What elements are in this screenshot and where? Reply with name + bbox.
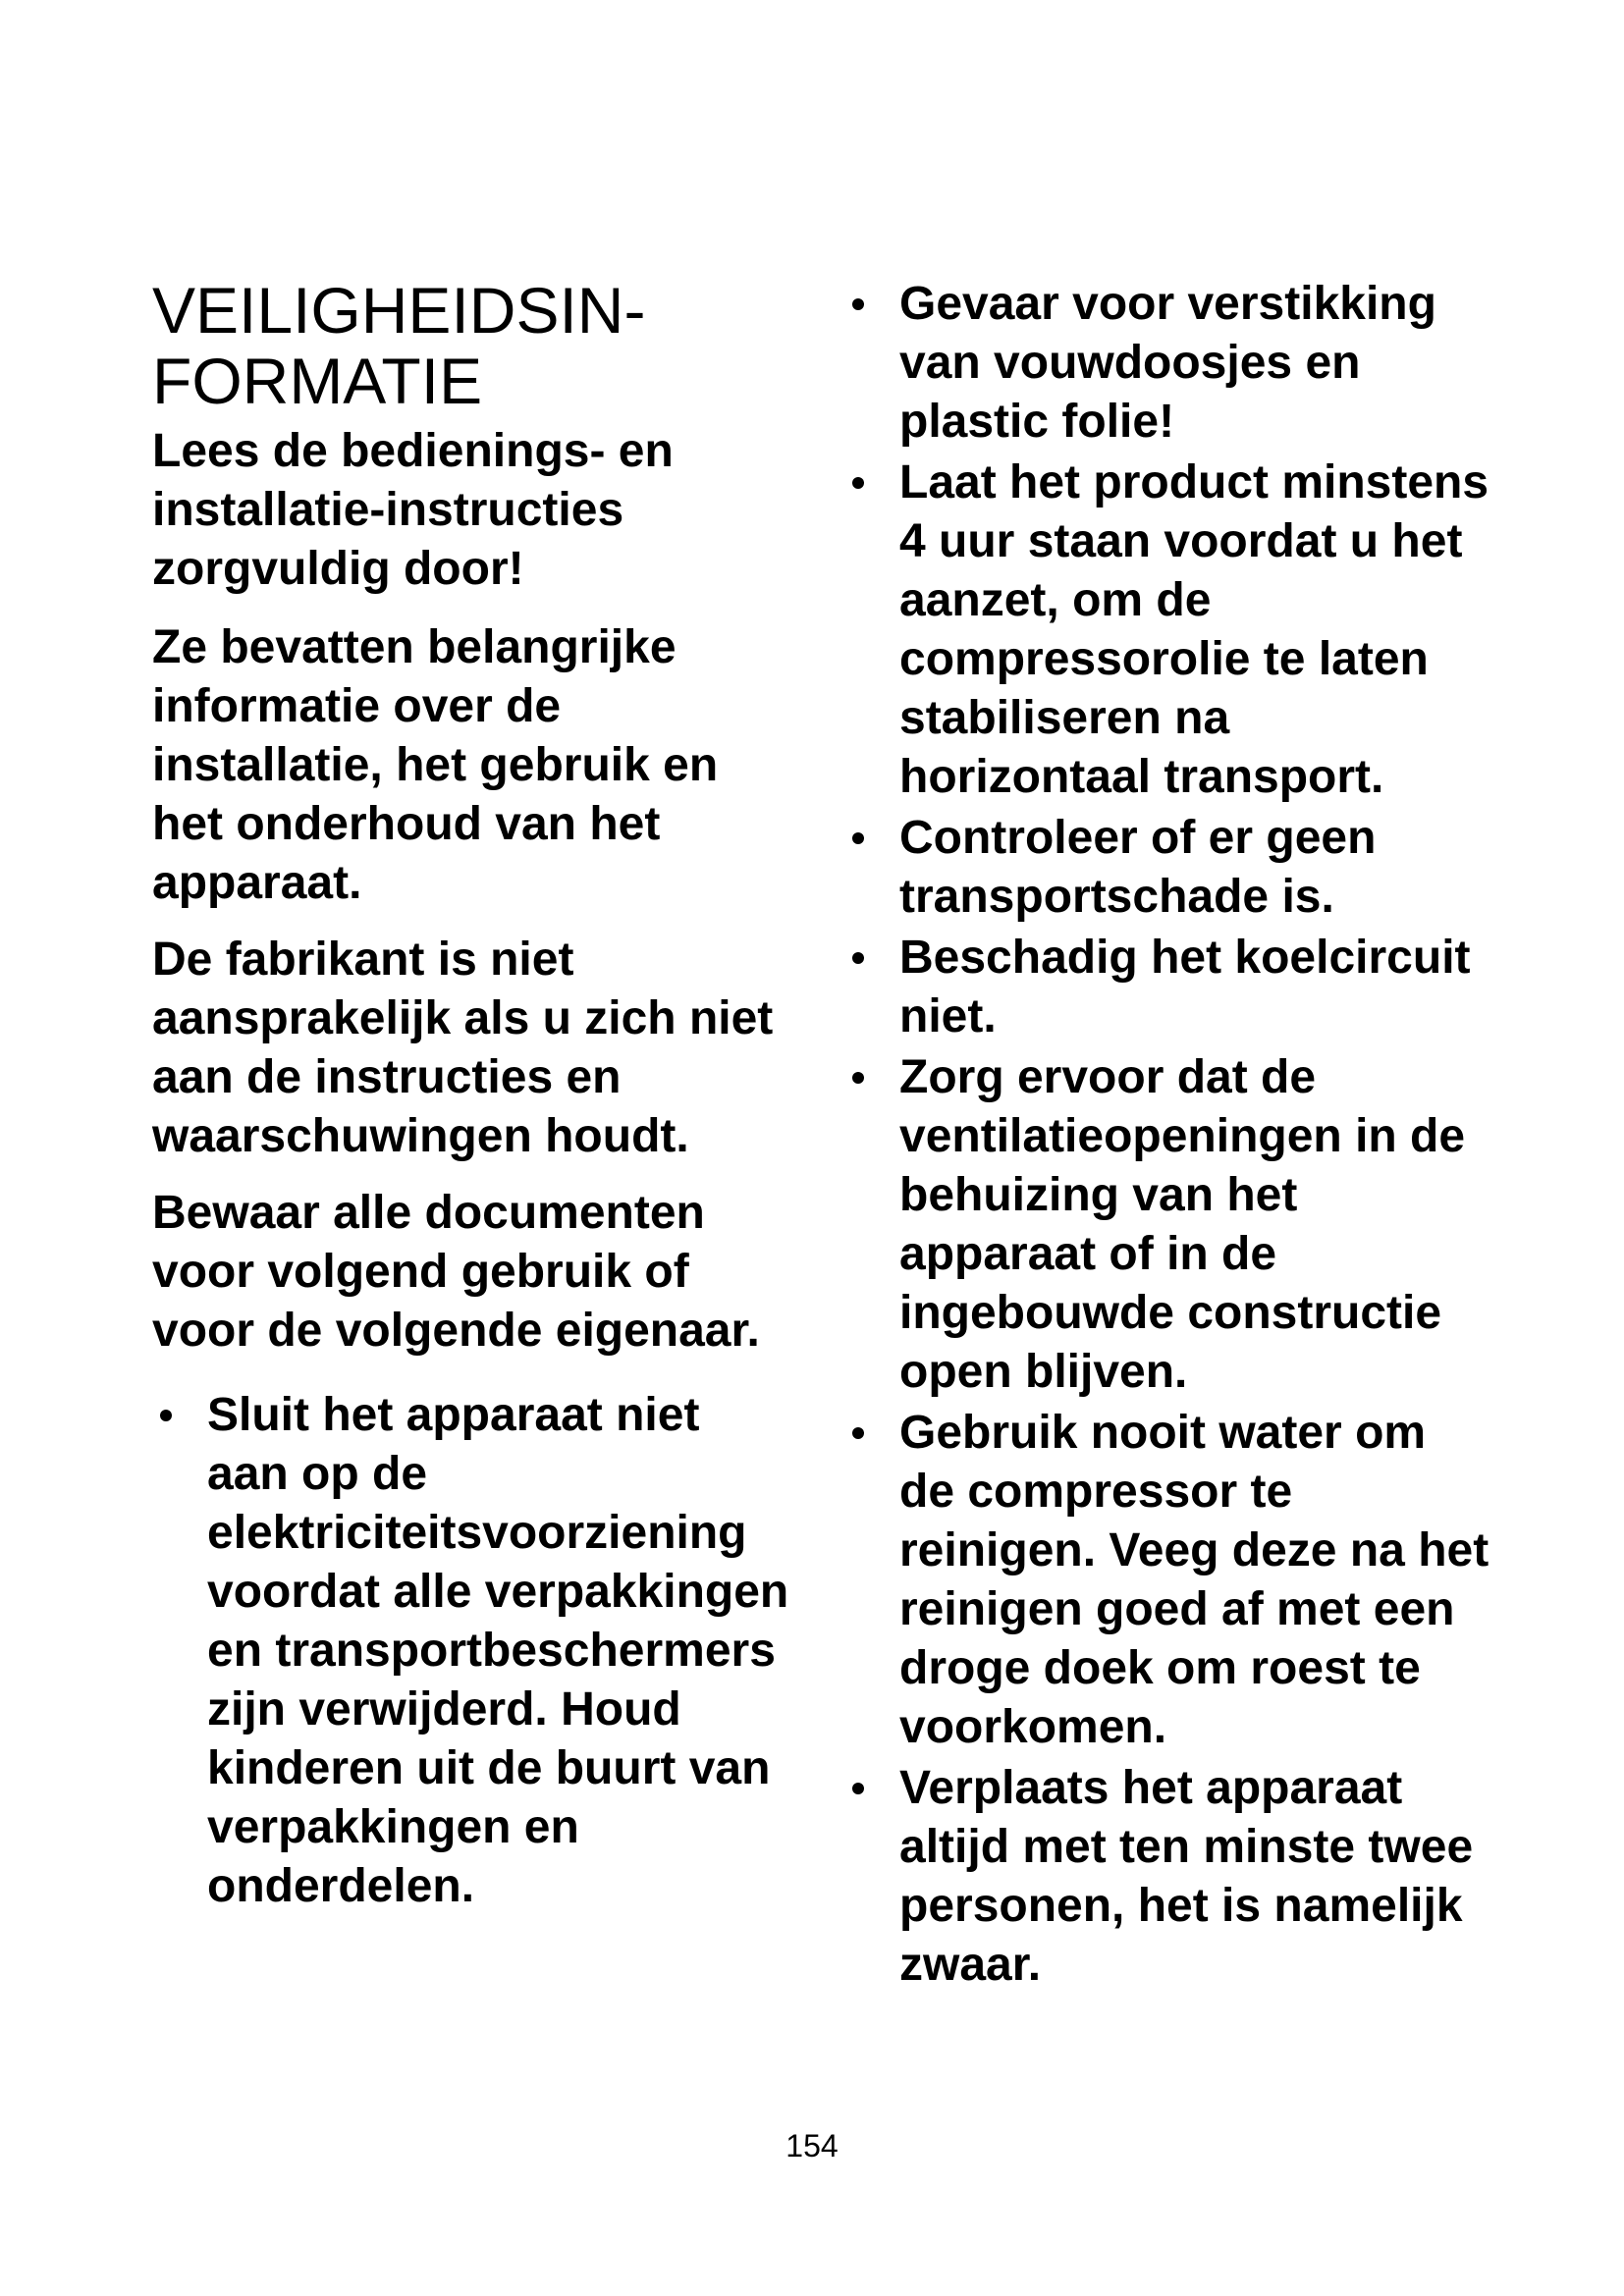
list-item: [844, 275, 1492, 452]
bullet-icon: [852, 1427, 864, 1439]
list-item-text: Sluit het apparaat niet aan op de elektriciteitsvoorziening voordat alle verpakkingen en transportbeschermers zijn verwijderd. Houd kinderen uit de buurt van verpakkingen en onderdelen.: [207, 1389, 789, 1912]
list-item: [844, 1404, 1492, 1757]
bullet-icon: [852, 1783, 864, 1794]
list-item-text: Verplaats het apparaat altijd met ten minste twee personen, het is namelijk zwaar.: [899, 1762, 1474, 1991]
list-item: [844, 1048, 1492, 1402]
right-column: [844, 275, 1492, 1997]
list-item-text: Controleer of er geen transportschade is.: [899, 812, 1377, 923]
page-number: 154: [785, 2128, 839, 2163]
bullet-icon: [852, 298, 864, 310]
heading-line-2: FORMATIE: [152, 345, 483, 417]
list-item-text: Beschadig het koelcircuit niet.: [899, 932, 1471, 1042]
heading-line-1: VEILIGHEIDSIN-: [152, 274, 646, 347]
liability-paragraph: De fabrikant is niet aansprakelijk als u zich niet aan de instructies en waarschuwingen houdt.: [152, 934, 774, 1162]
section-heading: [152, 275, 790, 416]
list-item-text: Laat het product minstens 4 uur staan voordat u het aanzet, om de compressorolie te laten stabiliseren na horizontaal transport.: [899, 456, 1489, 803]
list-item-text: Gebruik nooit water om de compressor te reinigen. Veeg deze na het reinigen goed af met een droge doek om roest te voorkomen.: [899, 1407, 1489, 1753]
list-item: [844, 929, 1492, 1046]
bullet-icon: [852, 1072, 864, 1084]
list-item-text: Zorg ervoor dat de ventilatieopeningen in de behuizing van het apparaat of in de ingebouwde constructie open blijven.: [899, 1051, 1466, 1398]
left-column: [152, 275, 790, 1918]
right-bullet-list: [844, 275, 1492, 1995]
bullet-icon: [160, 1410, 172, 1421]
intro-paragraph: Lees de bedienings- en installatie-instructies zorgvuldig door!: [152, 425, 674, 595]
bullet-icon: [852, 477, 864, 489]
left-bullet-list: [152, 1386, 790, 1916]
list-item: [844, 454, 1492, 807]
bullet-icon: [852, 832, 864, 844]
bullet-icon: [852, 952, 864, 964]
list-item: [844, 809, 1492, 927]
keep-documents-paragraph: Bewaar alle documenten voor volgend gebruik of voor de volgende eigenaar.: [152, 1187, 760, 1357]
list-item: [844, 1759, 1492, 1995]
list-item-text: Gevaar voor verstikking van vouwdoosjes en plastic folie!: [899, 278, 1436, 448]
list-item: [152, 1386, 790, 1916]
info-paragraph: Ze bevatten belangrijke informatie over de installatie, het gebruik en het onderhoud van het apparaat.: [152, 621, 719, 909]
